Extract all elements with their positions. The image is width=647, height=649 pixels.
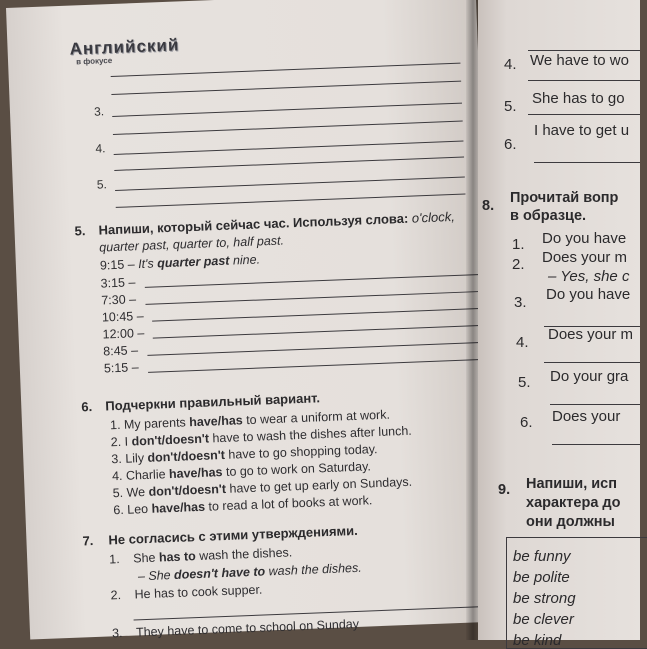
- example-pre: It's: [137, 256, 155, 272]
- item-choice: have/has: [151, 499, 206, 516]
- example-bold: quarter past: [156, 253, 230, 271]
- exercise-7-item-3-number: 3.: [111, 625, 123, 641]
- answer-line: [528, 50, 640, 51]
- question-number: 1.: [512, 236, 525, 253]
- item-number: 5.: [504, 98, 517, 115]
- left-page: [6, 0, 500, 640]
- exercise-5-subtitle: quarter past, quarter to, half past.: [98, 233, 285, 255]
- exercise-5-title-text: Напиши, который сейчас час. Используя слова:: [98, 210, 409, 238]
- question-3: Do you have: [546, 286, 631, 303]
- exercise-9-title-2: характера до: [526, 495, 621, 511]
- logo-sub-text: в фокусе: [75, 55, 113, 67]
- exercise-7-item-3: They have to come to school on Sunday: [135, 616, 360, 640]
- exercise-5-title-words: o'clock,: [411, 208, 456, 226]
- item-text: We have to wo: [530, 52, 629, 69]
- item-text: She has to go: [532, 90, 625, 107]
- item-text: have to go shopping today.: [224, 442, 378, 462]
- word: be kind: [513, 632, 562, 649]
- item-text: have to get up early on Sundays.: [225, 474, 413, 496]
- time-12-00: 12:00 –: [102, 325, 145, 342]
- right-page: [478, 0, 640, 649]
- answer-line: [111, 81, 461, 95]
- word: be clever: [513, 611, 574, 628]
- exercise-7-number: 7.: [82, 533, 94, 549]
- item-number: 5.: [96, 177, 108, 192]
- time-7-30: 7:30 –: [101, 292, 137, 308]
- example-post: nine.: [232, 252, 261, 268]
- answer-line: [552, 444, 640, 445]
- exercise-7-title: Не согласись с этими утверждениями.: [108, 522, 358, 548]
- time-3-15: 3:15 –: [100, 275, 136, 291]
- answer-line: [534, 162, 640, 163]
- item-text: She: [132, 550, 160, 566]
- question-number: 3.: [514, 294, 527, 311]
- exercise-9-title-3: они должны: [526, 514, 615, 530]
- exercise-9-title-1: Напиши, исп: [526, 476, 618, 492]
- item-text: 2. I: [110, 434, 132, 450]
- item-text: to wear a uniform at work.: [242, 407, 391, 428]
- logo: [69, 35, 180, 67]
- item-text: 4. Charlie: [111, 467, 170, 484]
- exercise-8-title-1: Прочитай вопр: [510, 190, 619, 206]
- answer-text: – She: [137, 567, 175, 584]
- item-text: have to wash the dishes after lunch.: [208, 423, 413, 446]
- exercise-7-item-2: He has to cook supper.: [134, 582, 263, 602]
- exercise-5-number: 5.: [74, 223, 86, 239]
- time-5-15: 5:15 –: [103, 360, 139, 376]
- example-time: 9:15 –: [99, 257, 135, 273]
- question-4: Does your m: [548, 326, 634, 343]
- answer-bold: doesn't have to: [173, 564, 266, 582]
- item-choice: have/has: [168, 465, 223, 482]
- question-number: 5.: [518, 374, 531, 391]
- item-text: 6. Leo: [113, 501, 152, 518]
- item-number: 4.: [95, 141, 106, 156]
- question-5: Do your gra: [550, 368, 629, 385]
- time-10-45: 10:45 –: [101, 308, 144, 325]
- answer-line: [114, 141, 464, 155]
- answer-line: [153, 325, 487, 339]
- item-number: 6.: [504, 136, 517, 153]
- exercise-9-number: 9.: [498, 482, 511, 498]
- word: be polite: [513, 569, 570, 586]
- answer-line: [148, 359, 488, 373]
- exercise-5-example: [100, 252, 261, 272]
- answer-line: [116, 193, 466, 207]
- answer-line: [113, 121, 463, 135]
- answer-line: [147, 342, 487, 356]
- exercise-6-title: Подчеркни правильный вариант.: [105, 390, 321, 414]
- item-number: 4.: [504, 56, 517, 73]
- logo-main-text: Английский: [69, 35, 180, 59]
- answer-line: [145, 274, 485, 288]
- item-choice: don't/doesn't: [147, 447, 226, 465]
- exercise-7-item-1-number: 1.: [108, 552, 120, 567]
- item-choice: don't/doesn't: [131, 431, 210, 449]
- item-text: 1. My parents: [109, 415, 190, 433]
- answer-line: [528, 114, 640, 115]
- answer-line: [528, 80, 640, 81]
- answer-line: [111, 63, 461, 77]
- answer-line: [114, 157, 464, 171]
- answer-line: [550, 404, 640, 405]
- exercise-7-item-1: [133, 545, 293, 565]
- item-text: to read a lot of books at work.: [204, 493, 373, 514]
- question-1: Do you have: [542, 230, 627, 247]
- question-number: 2.: [512, 256, 525, 273]
- item-number: 3.: [93, 104, 105, 119]
- question-number: 6.: [520, 414, 533, 431]
- word-box: [506, 537, 647, 649]
- time-8-45: 8:45 –: [102, 343, 139, 359]
- question-2: Does your m: [542, 249, 628, 266]
- question-2-answer: – Yes, she c: [548, 268, 630, 285]
- answer-line: [152, 308, 486, 322]
- exercise-8-title-2: в образце.: [510, 208, 587, 224]
- exercise-8-number: 8.: [482, 198, 495, 214]
- answer-line: [112, 103, 462, 117]
- question-number: 4.: [516, 334, 529, 351]
- answer-line: [145, 291, 485, 305]
- exercise-7-item-1-answer: [138, 561, 362, 584]
- item-choice: have/has: [188, 413, 243, 430]
- answer-text: wash the dishes.: [264, 560, 362, 579]
- exercise-7-item-2-number: 2.: [110, 588, 122, 603]
- answer-line: [115, 177, 465, 191]
- word: be strong: [513, 590, 576, 607]
- word: be funny: [513, 548, 571, 565]
- item-text: I have to get u: [534, 122, 630, 139]
- item-text: 5. We: [112, 484, 149, 501]
- exercise-6-number: 6.: [81, 398, 93, 415]
- question-6: Does your: [552, 408, 621, 425]
- item-text: wash the dishes.: [195, 545, 293, 564]
- item-bold: has to: [158, 549, 196, 565]
- item-text: 3. Lily: [111, 450, 148, 467]
- item-choice: don't/doesn't: [148, 481, 227, 499]
- item-text: to go to work on Saturday.: [222, 459, 372, 480]
- answer-line: [544, 362, 640, 363]
